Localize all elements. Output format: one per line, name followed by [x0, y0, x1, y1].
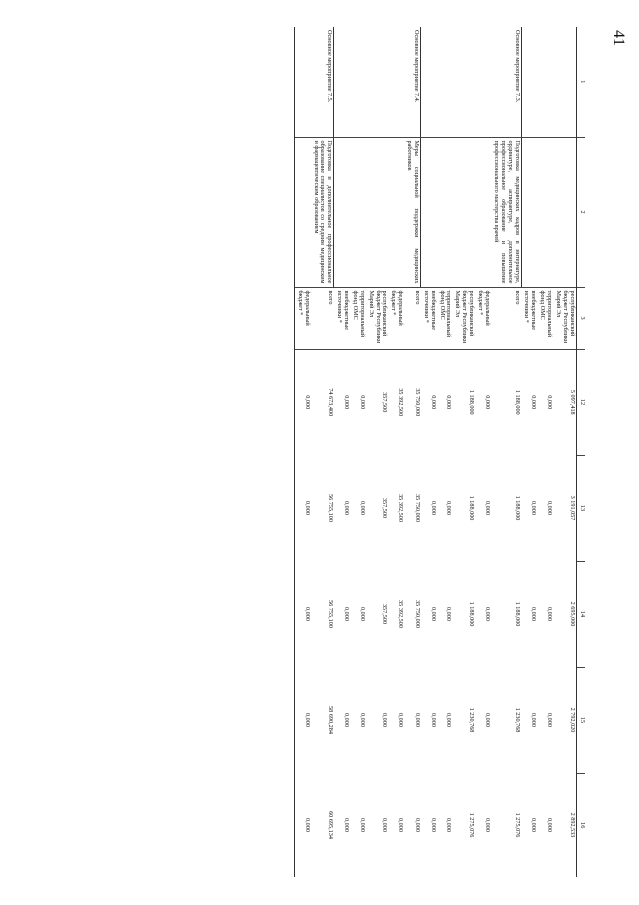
value-cell: 0,000	[342, 395, 350, 410]
value-cell: 0,000	[413, 818, 421, 832]
value-cell: 1 188,000	[468, 601, 476, 627]
value-cell: 0,000	[342, 713, 350, 727]
source-cell: федеральный бюджет *	[294, 287, 310, 349]
value-cell: 35 750,000	[413, 600, 421, 628]
description-cell	[537, 137, 553, 287]
column-header: 15	[577, 667, 586, 773]
activity-cell	[350, 27, 366, 137]
value-cell: 0,000	[429, 818, 437, 832]
value-cell: 0,000	[429, 501, 437, 515]
source-cell: республиканский бюджет Республики Марий Эл	[453, 287, 476, 349]
activity-cell: Основное мероприятие 7.4.	[404, 27, 420, 137]
value-cell: 58 690,284	[326, 706, 334, 734]
value-cell: 35 392,500	[397, 600, 405, 628]
value-cell: 0,000	[358, 395, 366, 410]
activity-cell	[294, 27, 310, 137]
description-cell	[350, 137, 366, 287]
activity-cell	[453, 27, 476, 137]
value-cell: 0,000	[530, 713, 538, 727]
value-cell: 1 230,768	[468, 707, 476, 733]
value-cell: 35 750,000	[413, 494, 421, 522]
value-cell: 0,000	[546, 713, 554, 727]
value-cell: 1 188,000	[514, 389, 522, 415]
table-row	[350, 27, 366, 877]
value-cell: 0,000	[413, 713, 421, 727]
value-cell: 74 673,400	[326, 388, 334, 417]
activity-cell	[389, 27, 405, 137]
description-cell: Подготовка медицинских кадров в интернатуре, ординатуре, аспирантуре, дополнительное профессиональное образование и повышение профессионального мастерства врачей	[491, 137, 521, 287]
value-cell: 0,000	[484, 607, 492, 621]
value-cell: 0,000	[429, 395, 437, 410]
value-cell: 1 188,000	[468, 495, 476, 521]
column-header: 12	[577, 349, 586, 455]
value-cell: 0,000	[294, 561, 310, 667]
value-cell: 0,000	[381, 818, 389, 832]
activity-cell	[553, 27, 576, 137]
activity-cell	[537, 27, 553, 137]
table-row	[389, 27, 405, 877]
description-cell	[334, 137, 350, 287]
description-cell	[475, 137, 491, 287]
value-cell: 0,000	[484, 713, 492, 727]
description-cell	[389, 137, 405, 287]
value-cell: 0,000	[530, 501, 538, 515]
table-row	[453, 27, 476, 877]
source-cell: всего	[491, 287, 521, 349]
activity-cell	[334, 27, 350, 137]
table-row	[366, 27, 389, 877]
table-row	[437, 27, 453, 877]
value-cell: 0,000	[546, 818, 554, 832]
value-cell: 357,500	[381, 603, 389, 625]
description-cell	[553, 137, 576, 287]
description-cell	[453, 137, 476, 287]
activity-cell: Основное мероприятие 7.5.	[311, 27, 334, 137]
activity-cell	[421, 27, 437, 137]
table-row	[404, 27, 420, 877]
table-row	[311, 27, 334, 877]
value-cell: 0,000	[397, 713, 405, 727]
value-cell: 35 750,000	[413, 388, 421, 417]
value-cell: 1 230,768	[514, 707, 522, 733]
value-cell: 0,000	[546, 501, 554, 515]
value-cell: 0,000	[342, 607, 350, 621]
value-cell: 0,000	[484, 818, 492, 832]
value-cell: 60 695,134	[326, 811, 334, 839]
source-cell: внебюджетные источники *	[521, 287, 537, 349]
source-cell: всего	[311, 287, 334, 349]
description-cell	[294, 137, 310, 287]
value-cell: 0,000	[445, 395, 453, 410]
value-cell: 35 392,500	[397, 494, 405, 522]
value-cell: 0,000	[381, 713, 389, 727]
source-cell: внебюджетные источники *	[334, 287, 350, 349]
value-cell: 2 892,533	[569, 812, 576, 838]
value-cell: 0,000	[445, 607, 453, 621]
source-cell: республиканский бюджет Республики Марий Эл	[553, 287, 576, 349]
activity-cell	[366, 27, 389, 137]
budget-table	[294, 27, 585, 877]
value-cell: 35 392,500	[397, 388, 405, 417]
description-cell: Меры социальной поддержки медицинских работников	[404, 137, 420, 287]
description-cell	[421, 137, 437, 287]
source-cell: всего	[404, 287, 420, 349]
source-cell: территориальный фонд ОМС	[437, 287, 453, 349]
value-cell: 357,500	[381, 392, 389, 413]
value-cell: 0,000	[294, 667, 310, 773]
value-cell: 3 191,057	[569, 495, 576, 521]
description-cell	[437, 137, 453, 287]
activity-cell	[475, 27, 491, 137]
page-number: 41	[610, 30, 627, 46]
source-cell: федеральный бюджет *	[389, 287, 405, 349]
value-cell: 1 275,076	[468, 812, 476, 838]
table-row	[491, 27, 521, 877]
table-row	[553, 27, 576, 877]
value-cell: 357,500	[381, 497, 389, 519]
value-cell: 0,000	[358, 818, 366, 832]
value-cell: 56 755,100	[326, 600, 334, 628]
value-cell: 0,000	[530, 395, 538, 410]
value-cell: 0,000	[530, 818, 538, 832]
value-cell: 0,000	[342, 818, 350, 832]
table-body	[294, 27, 576, 877]
value-cell: 0,000	[445, 501, 453, 515]
table-row	[537, 27, 553, 877]
activity-cell: Основное мероприятие 7.3.	[491, 27, 521, 137]
table-row	[521, 27, 537, 877]
value-cell: 0,000	[429, 607, 437, 621]
column-header: 14	[577, 561, 586, 667]
value-cell: 0,000	[546, 607, 554, 621]
source-cell: федеральный бюджет *	[475, 287, 491, 349]
column-header: 3	[577, 287, 586, 349]
column-header: 13	[577, 455, 586, 561]
value-cell: 5 097,418	[569, 389, 576, 415]
value-cell: 0,000	[445, 818, 453, 832]
description-cell	[366, 137, 389, 287]
column-header: 1	[577, 27, 586, 137]
value-cell: 0,000	[429, 713, 437, 727]
value-cell: 0,000	[294, 349, 310, 455]
value-cell: 0,000	[294, 455, 310, 561]
value-cell: 2 695,000	[569, 601, 576, 627]
column-header: 16	[577, 773, 586, 877]
value-cell: 0,000	[546, 395, 554, 410]
value-cell: 0,000	[484, 395, 492, 410]
table-row	[421, 27, 437, 877]
description-cell	[521, 137, 537, 287]
source-cell: территориальный фонд ОМС	[537, 287, 553, 349]
source-cell: республиканский бюджет Республики Марий Эл	[366, 287, 389, 349]
column-header: 2	[577, 137, 586, 287]
value-cell: 1 275,076	[514, 812, 522, 838]
value-cell: 0,000	[397, 818, 405, 832]
value-cell: 0,000	[358, 607, 366, 621]
value-cell: 0,000	[358, 713, 366, 727]
value-cell: 0,000	[342, 501, 350, 515]
value-cell: 0,000	[530, 607, 538, 621]
value-cell: 1 188,000	[514, 601, 522, 627]
value-cell: 56 755,100	[326, 494, 334, 522]
source-cell: внебюджетные источники *	[421, 287, 437, 349]
value-cell: 0,000	[358, 501, 366, 515]
value-cell: 2 792,020	[569, 707, 576, 733]
source-cell: территориальный фонд ОМС	[350, 287, 366, 349]
description-cell: Подготовка и дополнительное профессиональное образование специалистов со средним медицинским и фармацевтическим образованием	[311, 137, 334, 287]
activity-cell	[521, 27, 537, 137]
table-row	[475, 27, 491, 877]
table-row	[334, 27, 350, 877]
value-cell: 0,000	[484, 501, 492, 515]
value-cell: 1 188,000	[468, 389, 476, 415]
value-cell: 0,000	[445, 713, 453, 727]
value-cell: 0,000	[294, 773, 310, 877]
rotated-table-container	[55, 27, 585, 877]
activity-cell	[437, 27, 453, 137]
table-row	[294, 27, 310, 877]
header-row	[577, 27, 586, 877]
value-cell: 1 188,000	[514, 495, 522, 521]
